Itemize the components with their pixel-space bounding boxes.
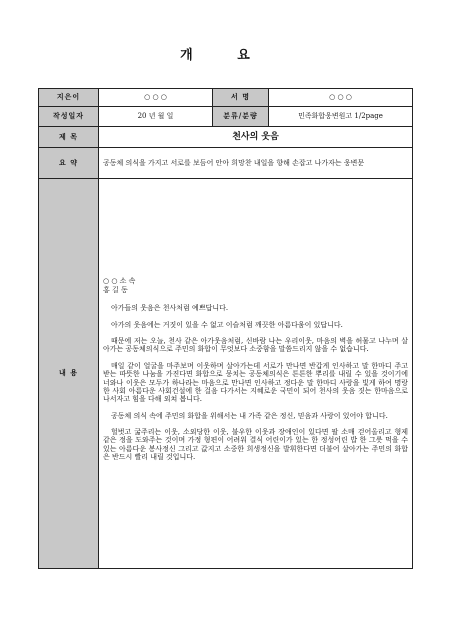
paragraph: 아가의 웃음에는 거짓이 있을 수 없고 이슬처럼 깨끗한 아름다움이 있답니다. [111,320,343,329]
subject-label: 제 목 [39,127,99,148]
paragraph: 아가들의 웃음은 천사처럼 예쁘답니다. [111,304,229,313]
content-row [39,179,413,569]
author-name: 홍 길 동 [103,285,128,294]
author-label: 지은이 [39,89,99,107]
summary-row [39,148,413,179]
content-body[interactable] [99,179,413,569]
overview-form [38,88,413,569]
author-value[interactable]: ○ ○ ○ [99,89,213,107]
date-label: 작성일자 [39,107,99,127]
summary-label: 요 약 [39,148,99,179]
summary-value[interactable]: 공동체 의식을 가지고 서로를 보듬어 안아 희망찬 내일을 향해 손잡고 나가자는 웅변문 [99,148,413,179]
signature-value[interactable]: ○ ○ ○ [269,89,413,107]
signature-label: 서 명 [213,89,269,107]
date-value[interactable]: 20 년 월 일 [99,107,213,127]
author-affiliation: ○ ○ 소 속 [103,277,136,286]
subject-row [39,127,413,148]
paragraph: 매일 같이 얼굴을 마주보며 이웃하며 살아가는데 서로가 만나면 반갑게 인사하고 말 한마디 주고받는 따뜻한 나눔을 가진다면 화합으로 뭉치는 공동체의식은 튼튼한 뿌리를 내릴 수 있을 것이기에 너와나 이웃은 모두가 하나라는 마음으로 만나면 인사하고 정다운 말 한마디 사랑을 빛게 하여 명랑한 사회 아름다운 사회건설에 한 걸음 다가서는 지혜로운 국민이 되어 천사의 웃음 짓는 한마음으로 나서자고 힘을 다해 외쳐 봅니다. [103,361,408,404]
category-value[interactable]: 민족화합웅변원고 1/2page [269,107,413,127]
date-row [39,107,413,127]
category-label: 분류/분량 [213,107,269,127]
paragraph: 공동체 의식 속에 주민의 화합을 위해서는 내 가족 같은 정신, 믿음과 사랑이 있어야 합니다. [111,411,388,420]
subject-value[interactable]: 천사의 웃음 [99,127,413,148]
content-label: 내 용 [39,179,99,569]
paragraph: 때문에 저는 오늘, 천사 같은 아가웃음처럼, 신바람 나는 우리이웃, 마음의 벽을 허물고 나누며 살아가는 공동체의식으로 주민의 화합이 무엇보다 소중함을 말씀드리지 않을 수 없습니다. [103,336,408,354]
page-title: 개 요 [180,48,270,63]
paragraph: 헐벗고 굶주리는 이웃, 소외당한 이웃, 불우한 이웃과 장애인이 있다면 팔 소매 걷어올리고 형제 같은 정을 도와주는 것이며 가정 형편이 어려워 결식 어린이가 있는 한 정성어린 밥 한 그릇 먹을 수 있는 아름다운 봉사정신 그리고 값지고 소중한 희생정신을 발휘한다면 더불어 살아가는 주민의 화합은 반드시 빨리 내릴 것입니다. [103,428,408,462]
author-row [39,89,413,107]
